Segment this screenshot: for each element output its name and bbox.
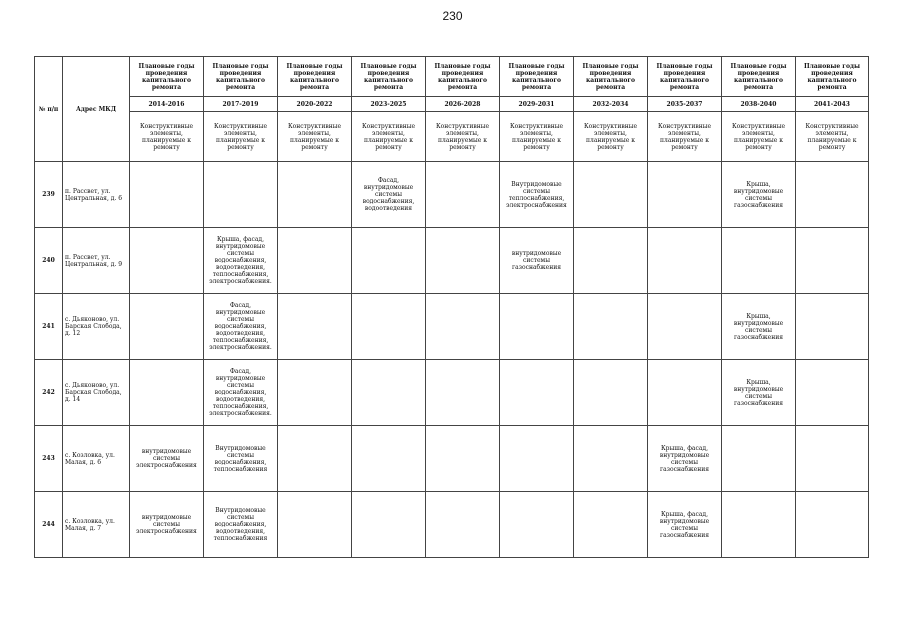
- period-header: 2017-2019: [204, 97, 278, 112]
- repair-cell: [352, 492, 426, 558]
- repair-cell: [278, 426, 352, 492]
- period-header: 2014-2016: [130, 97, 204, 112]
- table-row: [35, 294, 869, 360]
- header-row-elements: [35, 112, 869, 162]
- repair-cell: [796, 426, 869, 492]
- capital-repair-table: [34, 56, 869, 558]
- repair-cell: [648, 162, 722, 228]
- row-address: с. Дьяконово, ул. Барская Слобода, д. 12: [63, 294, 130, 360]
- repair-cell: Фасад, внутридомовые системы водоснабжения, водоотведения, теплоснабжения, электроснабжения.: [204, 360, 278, 426]
- repair-cell: [352, 228, 426, 294]
- repair-cell: Внутридомовые системы водоснабжения, теплоснабжения: [204, 426, 278, 492]
- planned-years-header: Плановые годы проведения капитального ремонта: [426, 57, 500, 97]
- repair-cell: [278, 492, 352, 558]
- elements-header: Конструктивные элементы, планируемые к ремонту: [352, 112, 426, 162]
- table-row: [35, 162, 869, 228]
- repair-cell: [574, 294, 648, 360]
- planned-years-header: Плановые годы проведения капитального ремонта: [500, 57, 574, 97]
- planned-years-header: Плановые годы проведения капитального ремонта: [796, 57, 869, 97]
- repair-cell: [500, 492, 574, 558]
- elements-header: Конструктивные элементы, планируемые к ремонту: [500, 112, 574, 162]
- table-row: [35, 228, 869, 294]
- period-header: 2038-2040: [722, 97, 796, 112]
- row-number: 244: [35, 492, 63, 558]
- repair-cell: [648, 294, 722, 360]
- repair-cell: Фасад, внутридомовые системы водоснабжения, водоотведения, теплоснабжения, электроснабжения.: [204, 294, 278, 360]
- repair-cell: Крыша, внутридомовые системы газоснабжения: [722, 162, 796, 228]
- repair-cell: [130, 162, 204, 228]
- elements-header: Конструктивные элементы, планируемые к ремонту: [278, 112, 352, 162]
- repair-cell: Крыша, фасад, внутридомовые системы газоснабжения: [648, 426, 722, 492]
- repair-cell: [278, 360, 352, 426]
- repair-cell: [278, 294, 352, 360]
- repair-cell: Крыша, внутридомовые системы газоснабжения: [722, 360, 796, 426]
- repair-cell: [426, 492, 500, 558]
- repair-cell: Внутридомовые системы водоснабжения, водоотведения, теплоснабжения: [204, 492, 278, 558]
- repair-cell: [426, 228, 500, 294]
- repair-cell: [204, 162, 278, 228]
- period-header: 2020-2022: [278, 97, 352, 112]
- period-header: 2029-2031: [500, 97, 574, 112]
- repair-cell: Крыша, внутридомовые системы газоснабжения: [722, 294, 796, 360]
- repair-cell: [500, 426, 574, 492]
- repair-cell: [796, 492, 869, 558]
- repair-cell: Внутридомовые системы теплоснабжения, электроснабжения: [500, 162, 574, 228]
- row-address: с. Козловка, ул. Малая, д. 6: [63, 426, 130, 492]
- repair-cell: [722, 426, 796, 492]
- repair-cell: [722, 492, 796, 558]
- table-row: [35, 492, 869, 558]
- planned-years-header: Плановые годы проведения капитального ремонта: [648, 57, 722, 97]
- repair-cell: [426, 426, 500, 492]
- repair-cell: [352, 360, 426, 426]
- repair-cell: [648, 228, 722, 294]
- elements-header: Конструктивные элементы, планируемые к ремонту: [722, 112, 796, 162]
- row-number: 239: [35, 162, 63, 228]
- repair-cell: [130, 228, 204, 294]
- page-number: 230: [442, 9, 463, 23]
- repair-cell: [352, 294, 426, 360]
- planned-years-header: Плановые годы проведения капитального ремонта: [278, 57, 352, 97]
- planned-years-header: Плановые годы проведения капитального ремонта: [574, 57, 648, 97]
- column-header-num: № п/п: [35, 57, 63, 162]
- repair-cell: [574, 162, 648, 228]
- period-header: 2041-2043: [796, 97, 869, 112]
- planned-years-header: Плановые годы проведения капитального ремонта: [352, 57, 426, 97]
- repair-cell: [796, 228, 869, 294]
- row-address: п. Рассвет, ул. Центральная, д. 9: [63, 228, 130, 294]
- repair-cell: Фасад, внутридомовые системы водоснабжения, водоотведения: [352, 162, 426, 228]
- table-row: [35, 426, 869, 492]
- row-number: 240: [35, 228, 63, 294]
- repair-cell: [796, 294, 869, 360]
- repair-cell: Крыша, фасад, внутридомовые системы водоснабжения, водоотведения, теплоснабжения, электроснабжения.: [204, 228, 278, 294]
- elements-header: Конструктивные элементы, планируемые к ремонту: [204, 112, 278, 162]
- planned-years-header: Плановые годы проведения капитального ремонта: [130, 57, 204, 97]
- row-number: 243: [35, 426, 63, 492]
- elements-header: Конструктивные элементы, планируемые к ремонту: [796, 112, 869, 162]
- repair-cell: [574, 228, 648, 294]
- repair-cell: [130, 294, 204, 360]
- repair-cell: внутридомовые системы электроснабжения: [130, 492, 204, 558]
- planned-years-header: Плановые годы проведения капитального ремонта: [204, 57, 278, 97]
- repair-cell: [648, 360, 722, 426]
- period-header: 2026-2028: [426, 97, 500, 112]
- repair-cell: [796, 360, 869, 426]
- repair-cell: [130, 360, 204, 426]
- repair-cell: [722, 228, 796, 294]
- repair-cell: [278, 228, 352, 294]
- repair-cell: [574, 492, 648, 558]
- elements-header: Конструктивные элементы, планируемые к ремонту: [130, 112, 204, 162]
- row-address: с. Козловка, ул. Малая, д. 7: [63, 492, 130, 558]
- repair-cell: [574, 360, 648, 426]
- planned-years-header: Плановые годы проведения капитального ремонта: [722, 57, 796, 97]
- period-header: 2032-2034: [574, 97, 648, 112]
- column-header-address: Адрес МКД: [63, 57, 130, 162]
- row-number: 241: [35, 294, 63, 360]
- elements-header: Конструктивные элементы, планируемые к ремонту: [574, 112, 648, 162]
- elements-header: Конструктивные элементы, планируемые к ремонту: [426, 112, 500, 162]
- repair-cell: [352, 426, 426, 492]
- repair-cell: [278, 162, 352, 228]
- repair-cell: [426, 294, 500, 360]
- repair-cell: [500, 294, 574, 360]
- elements-header: Конструктивные элементы, планируемые к ремонту: [648, 112, 722, 162]
- repair-cell: [574, 426, 648, 492]
- repair-cell: [426, 360, 500, 426]
- row-number: 242: [35, 360, 63, 426]
- table-row: [35, 360, 869, 426]
- row-address: п. Рассвет, ул. Центральная, д. 6: [63, 162, 130, 228]
- repair-cell: [426, 162, 500, 228]
- header-row-periods: [35, 97, 869, 112]
- header-row-planned: [35, 57, 869, 97]
- repair-cell: [796, 162, 869, 228]
- repair-cell: внутридомовые системы электроснабжения: [130, 426, 204, 492]
- repair-cell: внутридомовые системы газоснабжения: [500, 228, 574, 294]
- period-header: 2035-2037: [648, 97, 722, 112]
- row-address: с. Дьяконово, ул. Барская Слобода, д. 14: [63, 360, 130, 426]
- repair-cell: [500, 360, 574, 426]
- repair-cell: Крыша, фасад, внутридомовые системы газоснабжения: [648, 492, 722, 558]
- period-header: 2023-2025: [352, 97, 426, 112]
